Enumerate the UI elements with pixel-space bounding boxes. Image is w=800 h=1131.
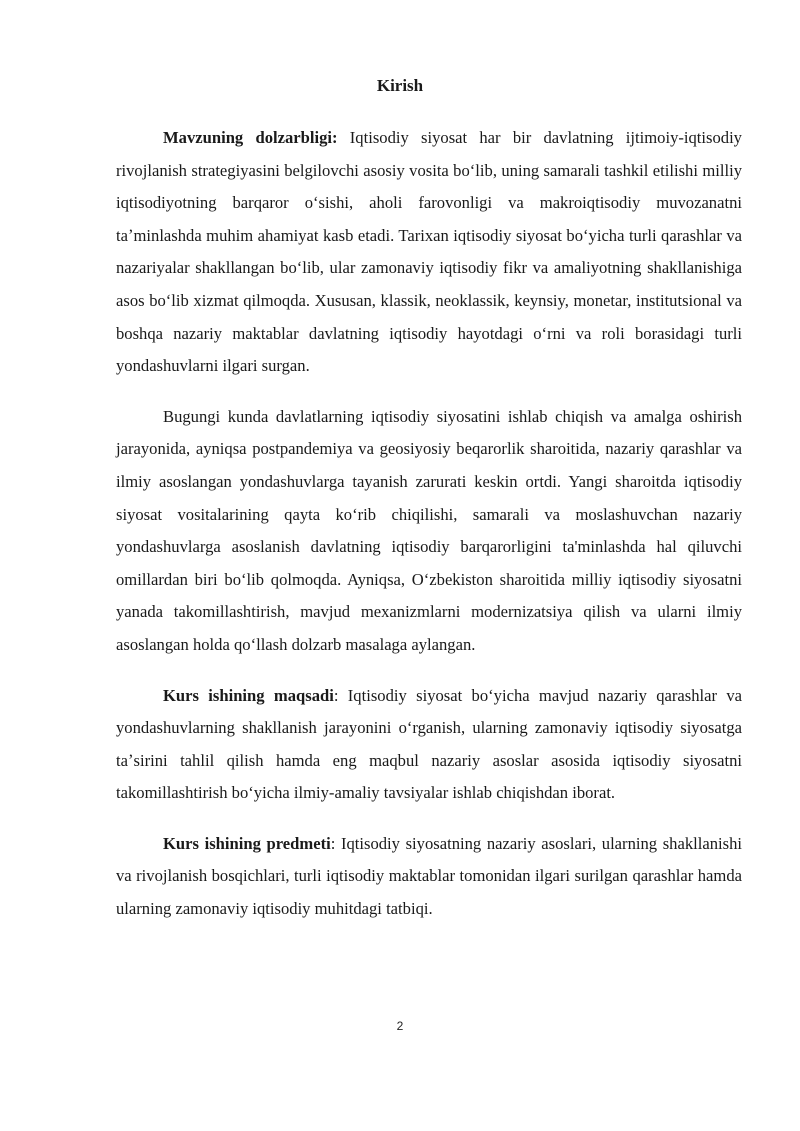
paragraph-text: Iqtisodiy siyosat har bir davlatning ijtimoiy-iqtisodiy rivojlanish strategiyasini belgilovchi asosiy vosita boʻlib, uning samarali tashkil etilishi milliy iqtisodiyotning barqaror oʻsishi, aholi farovonligi va makroiqtisodiy muvozanatni taʼminlashda muhim ahamiyat kasb etadi. Tarixan iqtisodiy siyosat boʻyicha turli qarashlar va nazariyalar shakllangan boʻlib, ular zamonaviy iqtisodiy fikr va amaliyotning shakllanishiga asos boʻlib xizmat qilmoqda. Xususan, klassik, neoklassik, keynsiy, monetar, institutsional va boshqa nazariy maktablar davlatning iqtisodiy hayotdagi oʻrni va roli borasidagi turli yondashuvlarni ilgari surgan. bbox=[116, 128, 742, 376]
paragraph-relevance bbox=[116, 122, 742, 383]
page-number: 2 bbox=[396, 1019, 404, 1033]
paragraph-lead: Kurs ishining predmeti bbox=[163, 833, 331, 853]
paragraph-lead: Mavzuning dolzarbligi: bbox=[163, 128, 338, 147]
page-title: Kirish bbox=[376, 76, 424, 95]
paragraph-subject bbox=[116, 828, 742, 926]
paragraph-context bbox=[116, 401, 742, 662]
document-body bbox=[116, 122, 742, 944]
paragraph-lead: Kurs ishining maqsadi bbox=[163, 685, 334, 705]
paragraph-text: : Iqtisodiy siyosatning nazariy asoslari, ularning shakllanishi va rivojlanish bosqichlari, turli iqtisodiy maktablar tomonidan ilgari surilgan qarashlar hamda ularning zamonaviy iqtisodiy muhitdagi tatbiqi. bbox=[116, 833, 742, 919]
paragraph-text: Bugungi kunda davlatlarning iqtisodiy siyosatini ishlab chiqish va amalga oshirish jarayonida, ayniqsa postpandemiya va geosiyosiy beqarorlik sharoitida, nazariy qarashlar va ilmiy asoslangan yondashuvlarga tayanish zarurati keskin ortdi. Yangi sharoitda iqtisodiy siyosat vositalarining qayta koʻrib chiqilishi, samarali va moslashuvchan nazariy yondashuvlarga asoslanish davlatning iqtisodiy barqarorligini ta'minlashda hal qiluvchi omillardan biri boʻlib qolmoqda. Ayniqsa, Oʻzbekiston sharoitida milliy iqtisodiy siyosatni yanada takomillashtirish, mavjud mexanizmlarni modernizatsiya qilish va ularni ilmiy asoslangan holda qoʻllash dolzarb masalaga aylangan. bbox=[116, 406, 742, 654]
paragraph-goal bbox=[116, 680, 742, 810]
paragraph-text: : Iqtisodiy siyosat boʻyicha mavjud nazariy qarashlar va yondashuvlarning shakllanish jarayonini oʻrganish, ularning zamonaviy iqtisodiy siyosatga taʼsirini tahlil qilish hamda eng maqbul nazariy asoslar asosida iqtisodiy siyosatni takomillashtirish boʻyicha ilmiy-amaliy tavsiyalar ishlab chiqishdan iborat. bbox=[116, 685, 743, 803]
